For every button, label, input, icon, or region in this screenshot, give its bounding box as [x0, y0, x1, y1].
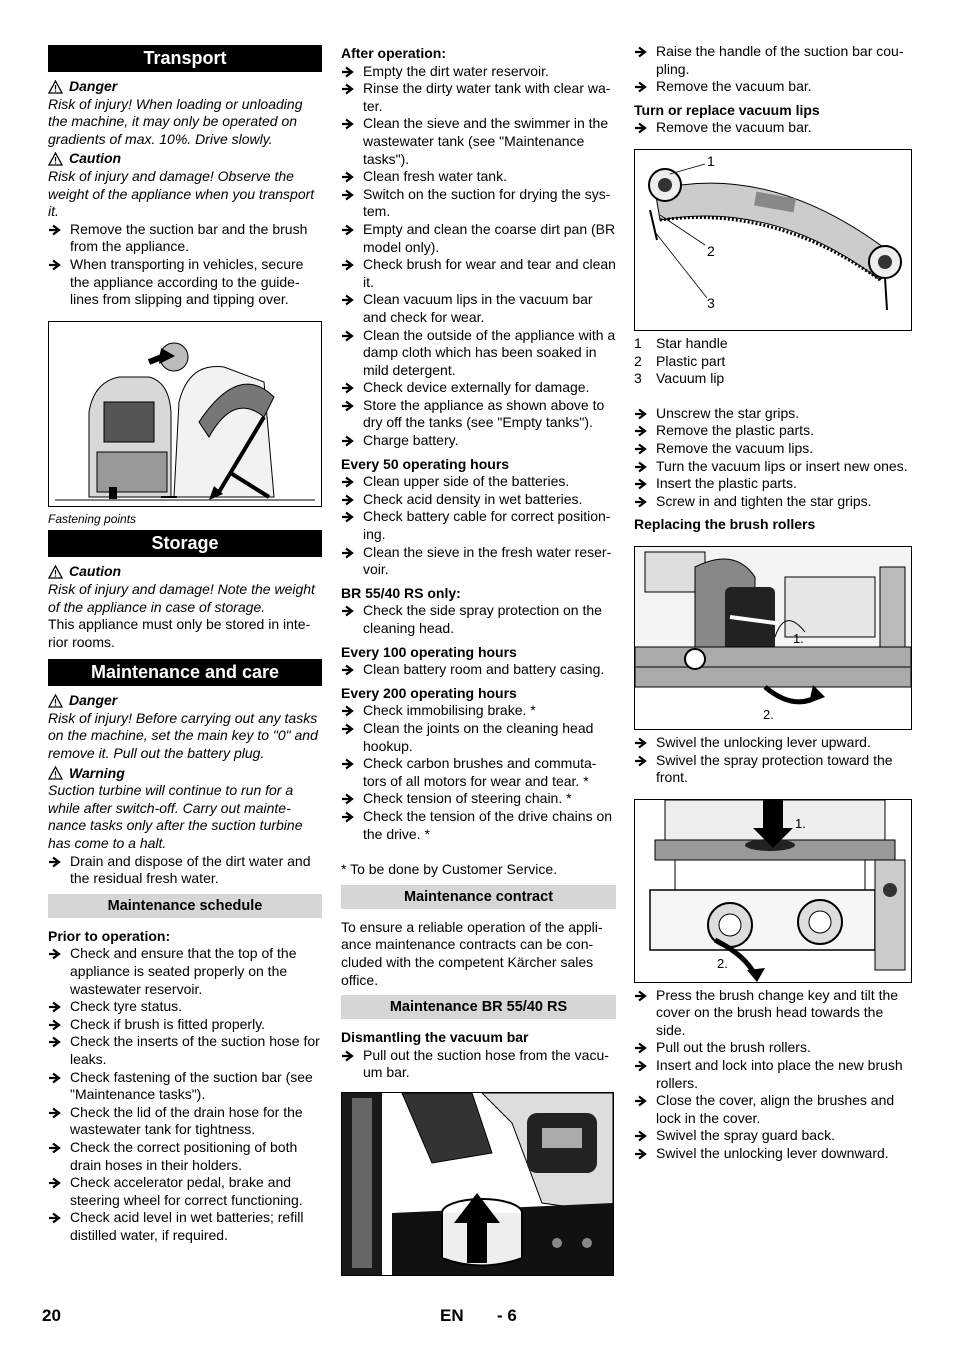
list-item: Check the lid of the drain hose for the wastewater tank for tightness.	[48, 1104, 322, 1139]
arrow-right-icon	[341, 83, 355, 95]
step-label: 2.	[717, 955, 728, 971]
column-right	[634, 43, 912, 1163]
figure-legend	[634, 335, 912, 388]
section-title-maintenance-br: Maintenance BR 55/40 RS	[341, 995, 616, 1019]
danger-label: Danger	[69, 78, 118, 94]
list-item: Empty and clean the coarse dirt pan (BR model only).	[341, 221, 616, 256]
list-item: Insert the plastic parts.	[634, 475, 912, 493]
list-item: Remove the plastic parts.	[634, 422, 912, 440]
subheading-vacuum-lips: Turn or replace vacuum lips	[634, 101, 820, 118]
warning-triangle-icon	[48, 152, 63, 166]
list-item: Pull out the brush rollers.	[634, 1039, 912, 1057]
list-item: Check and ensure that the top of the appliance is seated properly on the wastewater reservoir.	[48, 945, 322, 998]
suction-hose-illustration	[342, 1093, 613, 1275]
subheading-dismantling: Dismantling the vacuum bar	[341, 1029, 529, 1046]
section-title-maintenance-care: Maintenance and care	[48, 659, 322, 686]
list-item: Check carbon brushes and commuta-tors of all motors for wear and tear. *	[341, 755, 616, 790]
arrow-right-icon	[634, 755, 648, 767]
arrow-right-icon	[634, 443, 648, 455]
footnote: * To be done by Customer Service.	[341, 861, 558, 878]
figure-unlocking-lever	[634, 546, 912, 730]
list-item: Switch on the suction for drying the sys-tem.	[341, 186, 616, 221]
list-item: Check the correct positioning of both drain hoses in their holders.	[48, 1139, 322, 1174]
list-item: Check the side spray protection on the cleaning head.	[341, 602, 616, 637]
list-item: Check acid density in wet batteries.	[341, 491, 616, 509]
arrow-right-icon	[48, 1107, 62, 1119]
warning-heading	[48, 765, 322, 783]
list-item: Empty the dirt water reservoir.	[341, 63, 616, 81]
lips-steps-2	[634, 405, 912, 511]
arrow-right-icon	[341, 511, 355, 523]
list-item: Clean the sieve and the swimmer in the wastewater tank (see "Maintenance tasks").	[341, 115, 616, 168]
arrow-right-icon	[48, 1036, 62, 1048]
subheading-br-only: BR 55/40 RS only:	[341, 584, 461, 601]
list-item: Rinse the dirty water tank with clear wa-ter.	[341, 80, 616, 115]
arrow-right-icon	[341, 330, 355, 342]
list-item: Turn the vacuum lips or insert new ones.	[634, 458, 912, 476]
list-item: Check fastening of the suction bar (see "Maintenance tasks").	[48, 1069, 322, 1104]
warning-triangle-icon	[48, 80, 63, 94]
list-item: Check device externally for damage.	[341, 379, 616, 397]
arrow-right-icon	[634, 496, 648, 508]
h200-steps	[341, 702, 616, 843]
caution-text: Risk of injury and damage! Note the weight of the appliance in case of storage.	[48, 580, 315, 615]
list-item: Check tyre status.	[48, 998, 322, 1016]
list-item: Drain and dispose of the dirt water and the residual fresh water.	[48, 853, 322, 888]
arrow-right-icon	[341, 547, 355, 559]
figure-brush-change-key	[634, 799, 912, 983]
arrow-right-icon	[48, 224, 62, 236]
arrow-right-icon	[48, 1019, 62, 1031]
list-item: Check battery cable for correct position-ing.	[341, 508, 616, 543]
caution-label: Caution	[69, 150, 122, 167]
arrow-right-icon	[341, 66, 355, 78]
prior-steps	[48, 945, 322, 1244]
section-title-storage: Storage	[48, 530, 322, 557]
subheading-prior-operation: Prior to operation:	[48, 927, 171, 944]
arrow-right-icon	[634, 1130, 648, 1142]
arrow-right-icon	[341, 1050, 355, 1062]
callout-label: 1	[707, 152, 715, 169]
arrow-right-icon	[634, 81, 648, 93]
list-item: Remove the vacuum bar.	[634, 119, 912, 137]
section-title-transport: Transport	[48, 45, 322, 72]
list-item: Clean the joints on the cleaning head hookup.	[341, 720, 616, 755]
list-item: Pull out the suction hose from the vacu-um bar.	[341, 1047, 616, 1082]
arrow-right-icon	[634, 1060, 648, 1072]
arrow-right-icon	[341, 259, 355, 271]
list-item: Remove the vacuum lips.	[634, 440, 912, 458]
arrow-right-icon	[48, 1212, 62, 1224]
step-label: 2.	[763, 706, 774, 722]
subheading-every-100-hours: Every 100 operating hours	[341, 643, 517, 660]
language-code: EN	[440, 1306, 464, 1325]
legend-item: 3 Vacuum lip	[634, 370, 725, 387]
danger-text: Risk of injury! Before carrying out any tasks on the machine, set the main key to "0" and remove it. Pull out the battery plug.	[48, 709, 318, 762]
contract-text: To ensure a reliable operation of the appli-ance maintenance contracts can be con-cluded with the competent Kärcher sales office.	[341, 918, 603, 988]
legend-item: 1 Star handle	[634, 334, 728, 351]
caution-heading	[48, 563, 322, 581]
list-item: Swivel the unlocking lever downward.	[634, 1145, 912, 1163]
arrow-right-icon	[634, 46, 648, 58]
list-item: Charge battery.	[341, 432, 616, 450]
lips-steps	[634, 119, 912, 137]
arrow-right-icon	[341, 294, 355, 306]
rollers-steps-2	[634, 987, 912, 1163]
rollers-steps-1	[634, 734, 912, 787]
arrow-right-icon	[634, 408, 648, 420]
list-item: Clean the sieve in the fresh water reser-voir.	[341, 544, 616, 579]
danger-heading	[48, 78, 322, 96]
brush-change-illustration	[635, 800, 911, 982]
arrow-right-icon	[341, 723, 355, 735]
arrow-right-icon	[341, 494, 355, 506]
arrow-right-icon	[634, 1148, 648, 1160]
list-item: Remove the suction bar and the brush from the appliance.	[48, 221, 322, 256]
arrow-right-icon	[341, 705, 355, 717]
subheading-brush-rollers: Replacing the brush rollers	[634, 516, 816, 533]
list-item: Check acid level in wet batteries; refill distilled water, if required.	[48, 1209, 322, 1244]
list-item: Swivel the spray guard back.	[634, 1127, 912, 1145]
arrow-right-icon	[341, 224, 355, 236]
h100-steps	[341, 661, 616, 679]
arrow-right-icon	[341, 793, 355, 805]
warning-triangle-icon	[48, 766, 63, 780]
arrow-right-icon	[634, 478, 648, 490]
caution-text: Risk of injury and damage! Observe the weight of the appliance when you transport it.	[48, 167, 315, 220]
list-item: Clean upper side of the batteries.	[341, 473, 616, 491]
danger-label: Danger	[69, 692, 118, 709]
list-item: Close the cover, align the brushes and lock in the cover.	[634, 1092, 912, 1127]
list-item: Check the tension of the drive chains on the drive. *	[341, 808, 616, 843]
machine-illustration	[49, 322, 321, 506]
top-steps	[634, 43, 912, 96]
list-item: Check the inserts of the suction hose for leaks.	[48, 1033, 322, 1068]
arrow-right-icon	[634, 1042, 648, 1054]
callout-label: 2	[707, 242, 715, 259]
arrow-right-icon	[48, 1177, 62, 1189]
arrow-right-icon	[634, 122, 648, 134]
sub-page-number: - 6	[497, 1306, 517, 1325]
caution-label: Caution	[69, 563, 122, 580]
arrow-right-icon	[341, 664, 355, 676]
arrow-right-icon	[634, 737, 648, 749]
step-label: 1.	[795, 815, 806, 831]
list-item: Raise the handle of the suction bar cou-pling.	[634, 43, 912, 78]
arrow-right-icon	[341, 811, 355, 823]
arrow-right-icon	[48, 1142, 62, 1154]
list-item: Screw in and tighten the star grips.	[634, 493, 912, 511]
dismantle-steps	[341, 1047, 616, 1082]
figure-vacuum-bar	[634, 149, 912, 331]
arrow-right-icon	[341, 758, 355, 770]
vacuum-bar-illustration	[635, 150, 911, 330]
arrow-right-icon	[48, 1001, 62, 1013]
list-item: Check tension of steering chain. *	[341, 790, 616, 808]
section-title-maintenance-contract: Maintenance contract	[341, 885, 616, 909]
list-item: Insert and lock into place the new brush rollers.	[634, 1057, 912, 1092]
arrow-right-icon	[341, 171, 355, 183]
warning-label: Warning	[69, 764, 125, 781]
arrow-right-icon	[48, 259, 62, 271]
arrow-right-icon	[341, 382, 355, 394]
subheading-after-operation: After operation:	[341, 45, 446, 61]
danger-text: Risk of injury! When loading or unloading the machine, it may only be operated on gradients of max. 10%. Drive slowly.	[48, 95, 303, 147]
figure-caption: Fastening points	[48, 511, 137, 526]
arrow-right-icon	[634, 425, 648, 437]
arrow-right-icon	[634, 1095, 648, 1107]
list-item: When transporting in vehicles, secure the appliance according to the guide-lines from slipping and tipping over.	[48, 256, 322, 309]
arrow-right-icon	[341, 400, 355, 412]
list-item: Clean battery room and battery casing.	[341, 661, 616, 679]
warning-text: Suction turbine will continue to run for a while after switch-off. Carry out mainte-nance tasks only after the suction turbine has come to a halt.	[48, 782, 303, 852]
transport-steps	[48, 221, 322, 309]
list-item: Swivel the unlocking lever upward.	[634, 734, 912, 752]
warning-triangle-icon	[48, 694, 63, 708]
arrow-right-icon	[341, 605, 355, 617]
arrow-right-icon	[341, 189, 355, 201]
caution-heading	[48, 150, 322, 168]
section-title-maintenance-schedule: Maintenance schedule	[48, 894, 322, 918]
arrow-right-icon	[341, 476, 355, 488]
figure-suction-hose	[341, 1092, 614, 1276]
maintenance-steps	[48, 853, 322, 888]
step-label: 1.	[793, 630, 804, 646]
list-item: Store the appliance as shown above to dry off the tanks (see "Empty tanks").	[341, 397, 616, 432]
arrow-right-icon	[341, 435, 355, 447]
arrow-right-icon	[634, 461, 648, 473]
arrow-right-icon	[48, 948, 62, 960]
list-item: Clean vacuum lips in the vacuum bar and check for wear.	[341, 291, 616, 326]
arrow-right-icon	[341, 118, 355, 130]
warning-triangle-icon	[48, 565, 63, 579]
list-item: Check immobilising brake. *	[341, 702, 616, 720]
column-left	[48, 43, 322, 1245]
list-item: Clean fresh water tank.	[341, 168, 616, 186]
arrow-right-icon	[634, 990, 648, 1002]
list-item: Swivel the spray protection toward the front.	[634, 752, 912, 787]
unlocking-lever-illustration	[635, 547, 911, 729]
figure-fastening-points	[48, 321, 322, 507]
subheading-every-200-hours: Every 200 operating hours	[341, 684, 517, 701]
list-item: Press the brush change key and tilt the cover on the brush head towards the side.	[634, 987, 912, 1040]
column-middle	[341, 43, 616, 1276]
h50-steps	[341, 473, 616, 579]
arrow-right-icon	[48, 856, 62, 868]
list-item: Remove the vacuum bar.	[634, 78, 912, 96]
br-steps	[341, 602, 616, 637]
legend-item: 2 Plastic part	[634, 352, 726, 369]
list-item: Clean the outside of the appliance with a damp cloth which has been soaked in mild detergent.	[341, 327, 616, 380]
arrow-right-icon	[48, 1072, 62, 1084]
storage-text: This appliance must only be stored in inte-rior rooms.	[48, 616, 311, 650]
subheading-every-50-hours: Every 50 operating hours	[341, 455, 510, 472]
list-item: Check brush for wear and tear and clean it.	[341, 256, 616, 291]
callout-label: 3	[707, 294, 715, 311]
after-steps	[341, 63, 616, 450]
list-item: Check if brush is fitted properly.	[48, 1016, 322, 1034]
danger-heading	[48, 692, 322, 710]
list-item: Check accelerator pedal, brake and steering wheel for correct functioning.	[48, 1174, 322, 1209]
page-number: 20	[42, 1306, 61, 1325]
list-item: Unscrew the star grips.	[634, 405, 912, 423]
